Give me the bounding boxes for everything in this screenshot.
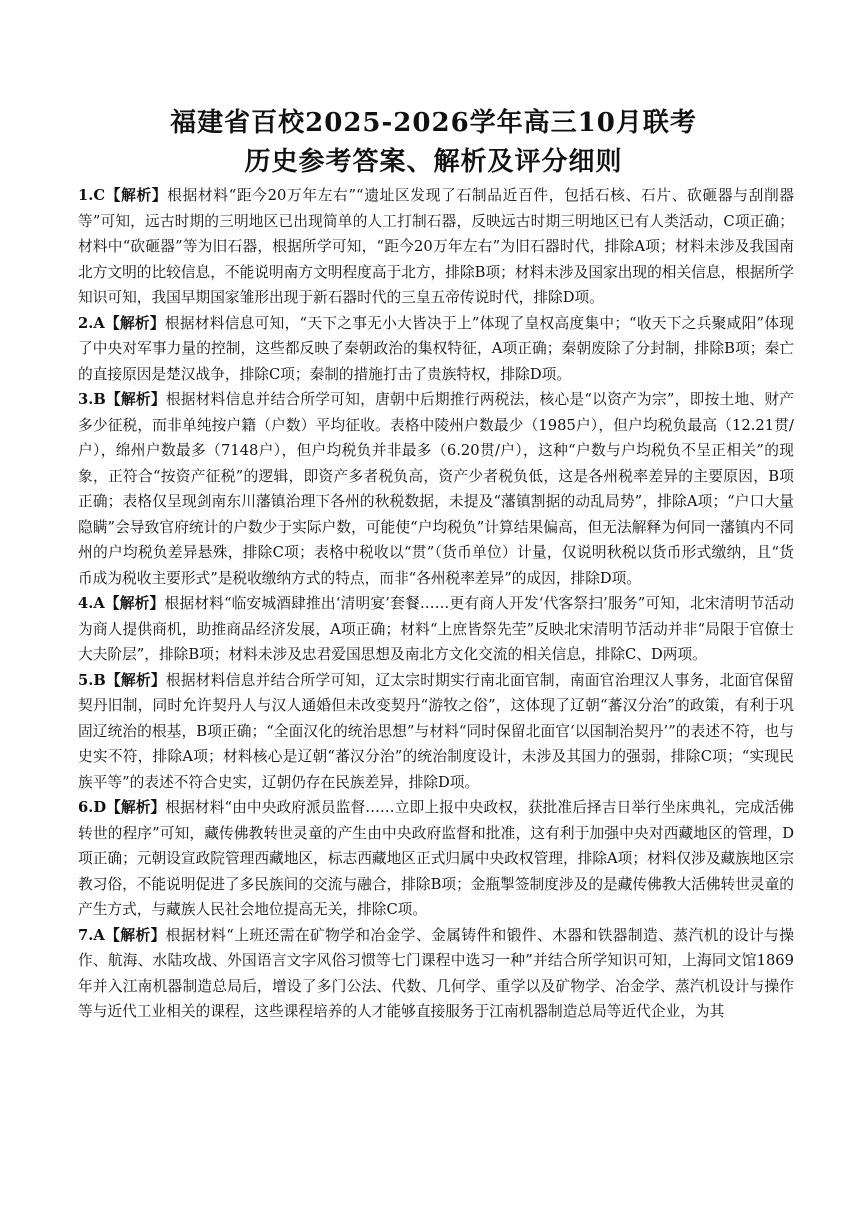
answer-item-1 [78, 183, 794, 311]
answer-label: 5.B【解析】 [78, 671, 166, 689]
answer-text: 根据材料信息可知，“天下之事无小大皆决于上”体现了皇权高度集中；“收天下之兵聚咸阳”体现了中央对军事力量的控制，这些都反映了秦朝政治的集权特征，A项正确；秦朝废除了分封制，排除B项；秦亡的直接原因是楚汉战争，排除C项；秦制的措施打击了贵族特权，排除D项。 [78, 314, 794, 383]
answer-item-6 [78, 795, 794, 923]
answer-item-3 [78, 387, 794, 591]
answer-text: 根据材料“上班还需在矿物学和冶金学、金属铸件和锻件、木器和铁器制造、蒸汽机的设计与操作、航海、水陆攻战、外国语言文字风俗习惯等七门课程中选习一种”并结合所学知识可知，上海同文馆1869年并入江南机器制造总局后，增设了多门公法、代数、几何学、重学以及矿物学、冶金学、蒸汽机设计与操作等与近代工业相关的课程，这些课程培养的人才能够直接服务于江南机器制造总局等近代企业，为其 [78, 926, 794, 1020]
answer-item-5 [78, 668, 794, 796]
document-subtitle: 历史参考答案、解析及评分细则 [244, 147, 623, 177]
answer-label: 7.A【解析】 [78, 926, 166, 944]
document-title: 福建省百校2025-2026学年高三10月联考 [170, 108, 697, 138]
answer-body [78, 183, 794, 1213]
answer-label: 6.D【解析】 [78, 799, 166, 816]
answer-text: 根据材料信息并结合所学可知，唐朝中后期推行两税法，核心是“以资产为宗”，即按土地、财产多少征税，而非单纯按户籍（户数）平均征收。表格中陵州户数最少（1985户），但户均税负最高（12.21贯/户），绵州户数最多（7148户），但户均税负并非最多（6.20贯/户），这种“户数与户均税负不呈正相关”的现象，正符合“按资产征税”的逻辑，即资产多者税负高，资产少者税负低，这是各州税率差异的主要原因，B项正确；表格仅呈现剑南东川藩镇治理下各州的秋税数据，未提及“藩镇割据的动乱局势”，排除A项；“户口大量隐瞒”会导致官府统计的户数少于实际户数，可能使“户均税负”计算结果偏高，但无法解释为何同一藩镇内不同州的户均税负差异悬殊，排除C项；表格中税收以“贯”（货币单位）计量，仅说明秋税以货币形式缴纳，且“货币成为税收主要形式”是税收缴纳方式的特点，而非“各州税率差异”的成因，排除D项。 [78, 391, 794, 587]
answer-label: 2.A【解析】 [78, 314, 165, 332]
answer-item-2 [78, 311, 794, 388]
answer-item-4 [78, 591, 794, 668]
answer-text: 根据材料“距今20万年左右”“遗址区发现了石制品近百件，包括石核、石片、砍砸器与刮削器等”可知，远古时期的三明地区已出现简单的人工打制石器，反映远古时期三明地区已有人类活动，C项正确；材料中“砍砸器”等为旧石器，根据所学可知，“距今20万年左右”为旧石器时代，排除A项；材料未涉及我国南北方文明的比较信息，不能说明南方文明程度高于北方，排除B项；材料未涉及国家出现的相关信息，根据所学知识可知，我国早期国家雏形出现于新石器时代的三皇五帝传说时代，排除D项。 [78, 187, 794, 306]
answer-text: 根据材料信息并结合所学可知，辽太宗时期实行南北面官制，南面官治理汉人事务，北面官保留契丹旧制，同时允许契丹人与汉人通婚但未改变契丹“游牧之俗”，这体现了辽朝“蕃汉分治”的政策，有利于巩固辽统治的根基，B项正确；“全面汉化的统治思想”与材料“同时保留北面官‘以国制治契丹’”的表述不符，也与史实不符，排除A项；材料核心是辽朝“蕃汉分治”的统治制度设计，未涉及其国力的强弱，排除C项；“实现民族平等”的表述不符合史实，辽朝仍存在民族差异，排除D项。 [78, 671, 794, 791]
answer-label: 3.B【解析】 [78, 391, 166, 408]
answer-text: 根据材料“由中央政府派员监督……立即上报中央政权，获批准后择吉日举行坐床典礼，完成活佛转世的程序”可知，藏传佛教转世灵童的产生由中央政府监督和批准，这有利于加强中央对西藏地区的管理，D项正确；元朝设宣政院管理西藏地区，标志西藏地区正式归属中央政权管理，排除A项；材料仅涉及藏族地区宗教习俗，不能说明促进了多民族间的交流与融合，排除B项；金瓶掣签制度涉及的是藏传佛教大活佛转世灵童的产生方式，与藏族人民社会地位提高无关，排除C项。 [78, 799, 794, 918]
answer-text: 根据材料“临安城酒肆推出‘清明宴’套餐……更有商人开发‘代客祭扫’服务”可知，北宋清明节活动为商人提供商机，助推商品经济发展，A项正确；材料“上庶皆祭先茔”反映北宋清明节活动并非“局限于官僚士大夫阶层”，排除B项；材料未涉及忠君爱国思想及南北方文化交流的相关信息，排除C、D两项。 [78, 595, 794, 663]
answer-label: 4.A【解析】 [78, 595, 165, 612]
answer-label: 1.C【解析】 [78, 187, 168, 204]
answer-item-7 [78, 923, 794, 1025]
